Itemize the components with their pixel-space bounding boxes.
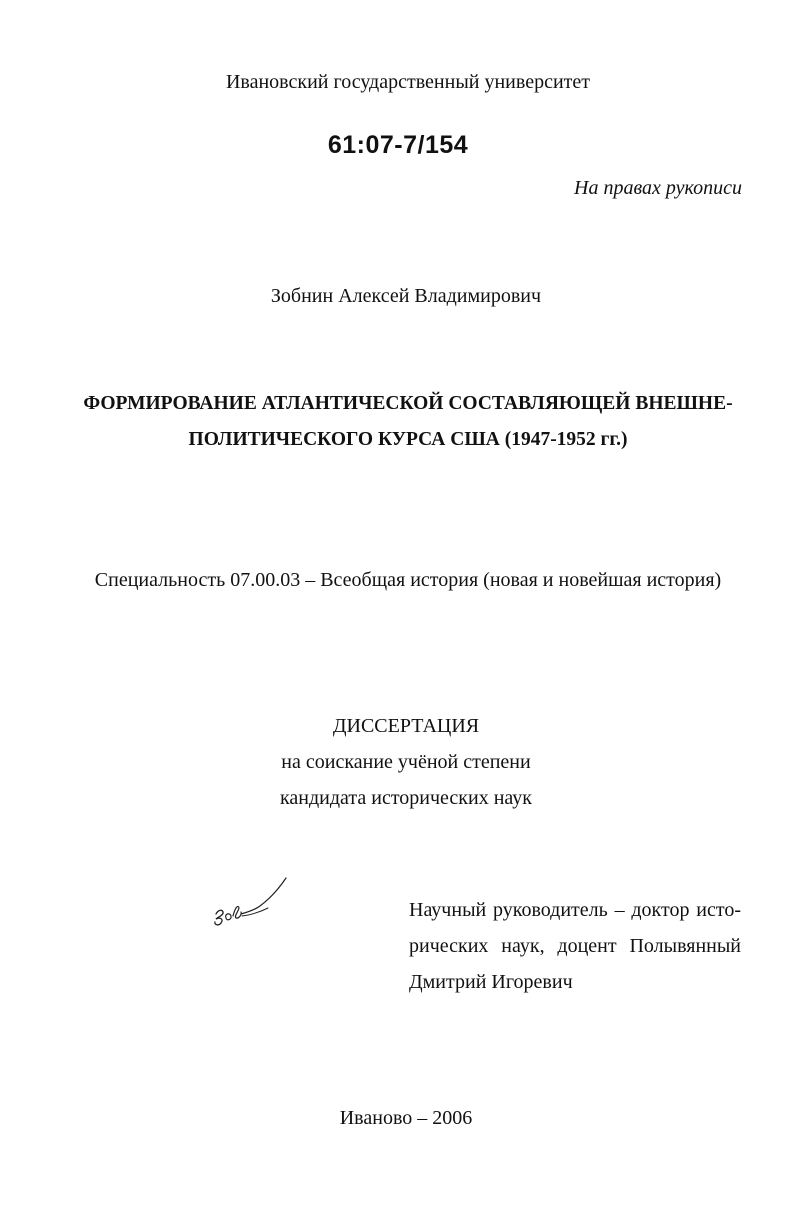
handwritten-signature-icon xyxy=(208,872,292,934)
degree-purpose-line: на соискание учёной степени xyxy=(281,751,531,773)
dissertation-heading: ДИССЕРТАЦИЯ xyxy=(332,715,480,737)
university-name: Ивановский государственный университет xyxy=(225,71,591,93)
rights-note: На правах рукописи xyxy=(574,177,742,199)
author-name: Зобнин Алексей Владимирович xyxy=(270,285,542,307)
supervisor-line-2: рических наук, доцент Полывянный xyxy=(409,935,741,957)
specialty-line: Специальность 07.00.03 – Всеобщая история (новая и новейшая история) xyxy=(94,569,722,591)
dissertation-title-line-2: ПОЛИТИЧЕСКОГО КУРСА США (1947-1952 гг.) xyxy=(188,429,628,450)
supervisor-name: Дмитрий Игоревич xyxy=(409,971,573,993)
degree-name-line: кандидата исторических наук xyxy=(279,787,533,809)
catalog-code: 61:07-7/154 xyxy=(327,131,469,159)
supervisor-line-1: Научный руководитель – доктор исто- xyxy=(409,899,741,921)
dissertation-title-line-1: ФОРМИРОВАНИЕ АТЛАНТИЧЕСКОЙ СОСТАВЛЯЮЩЕЙ ВНЕШНЕ- xyxy=(83,393,733,414)
city-year: Иваново – 2006 xyxy=(339,1107,473,1129)
supervisor-block xyxy=(409,892,741,1000)
